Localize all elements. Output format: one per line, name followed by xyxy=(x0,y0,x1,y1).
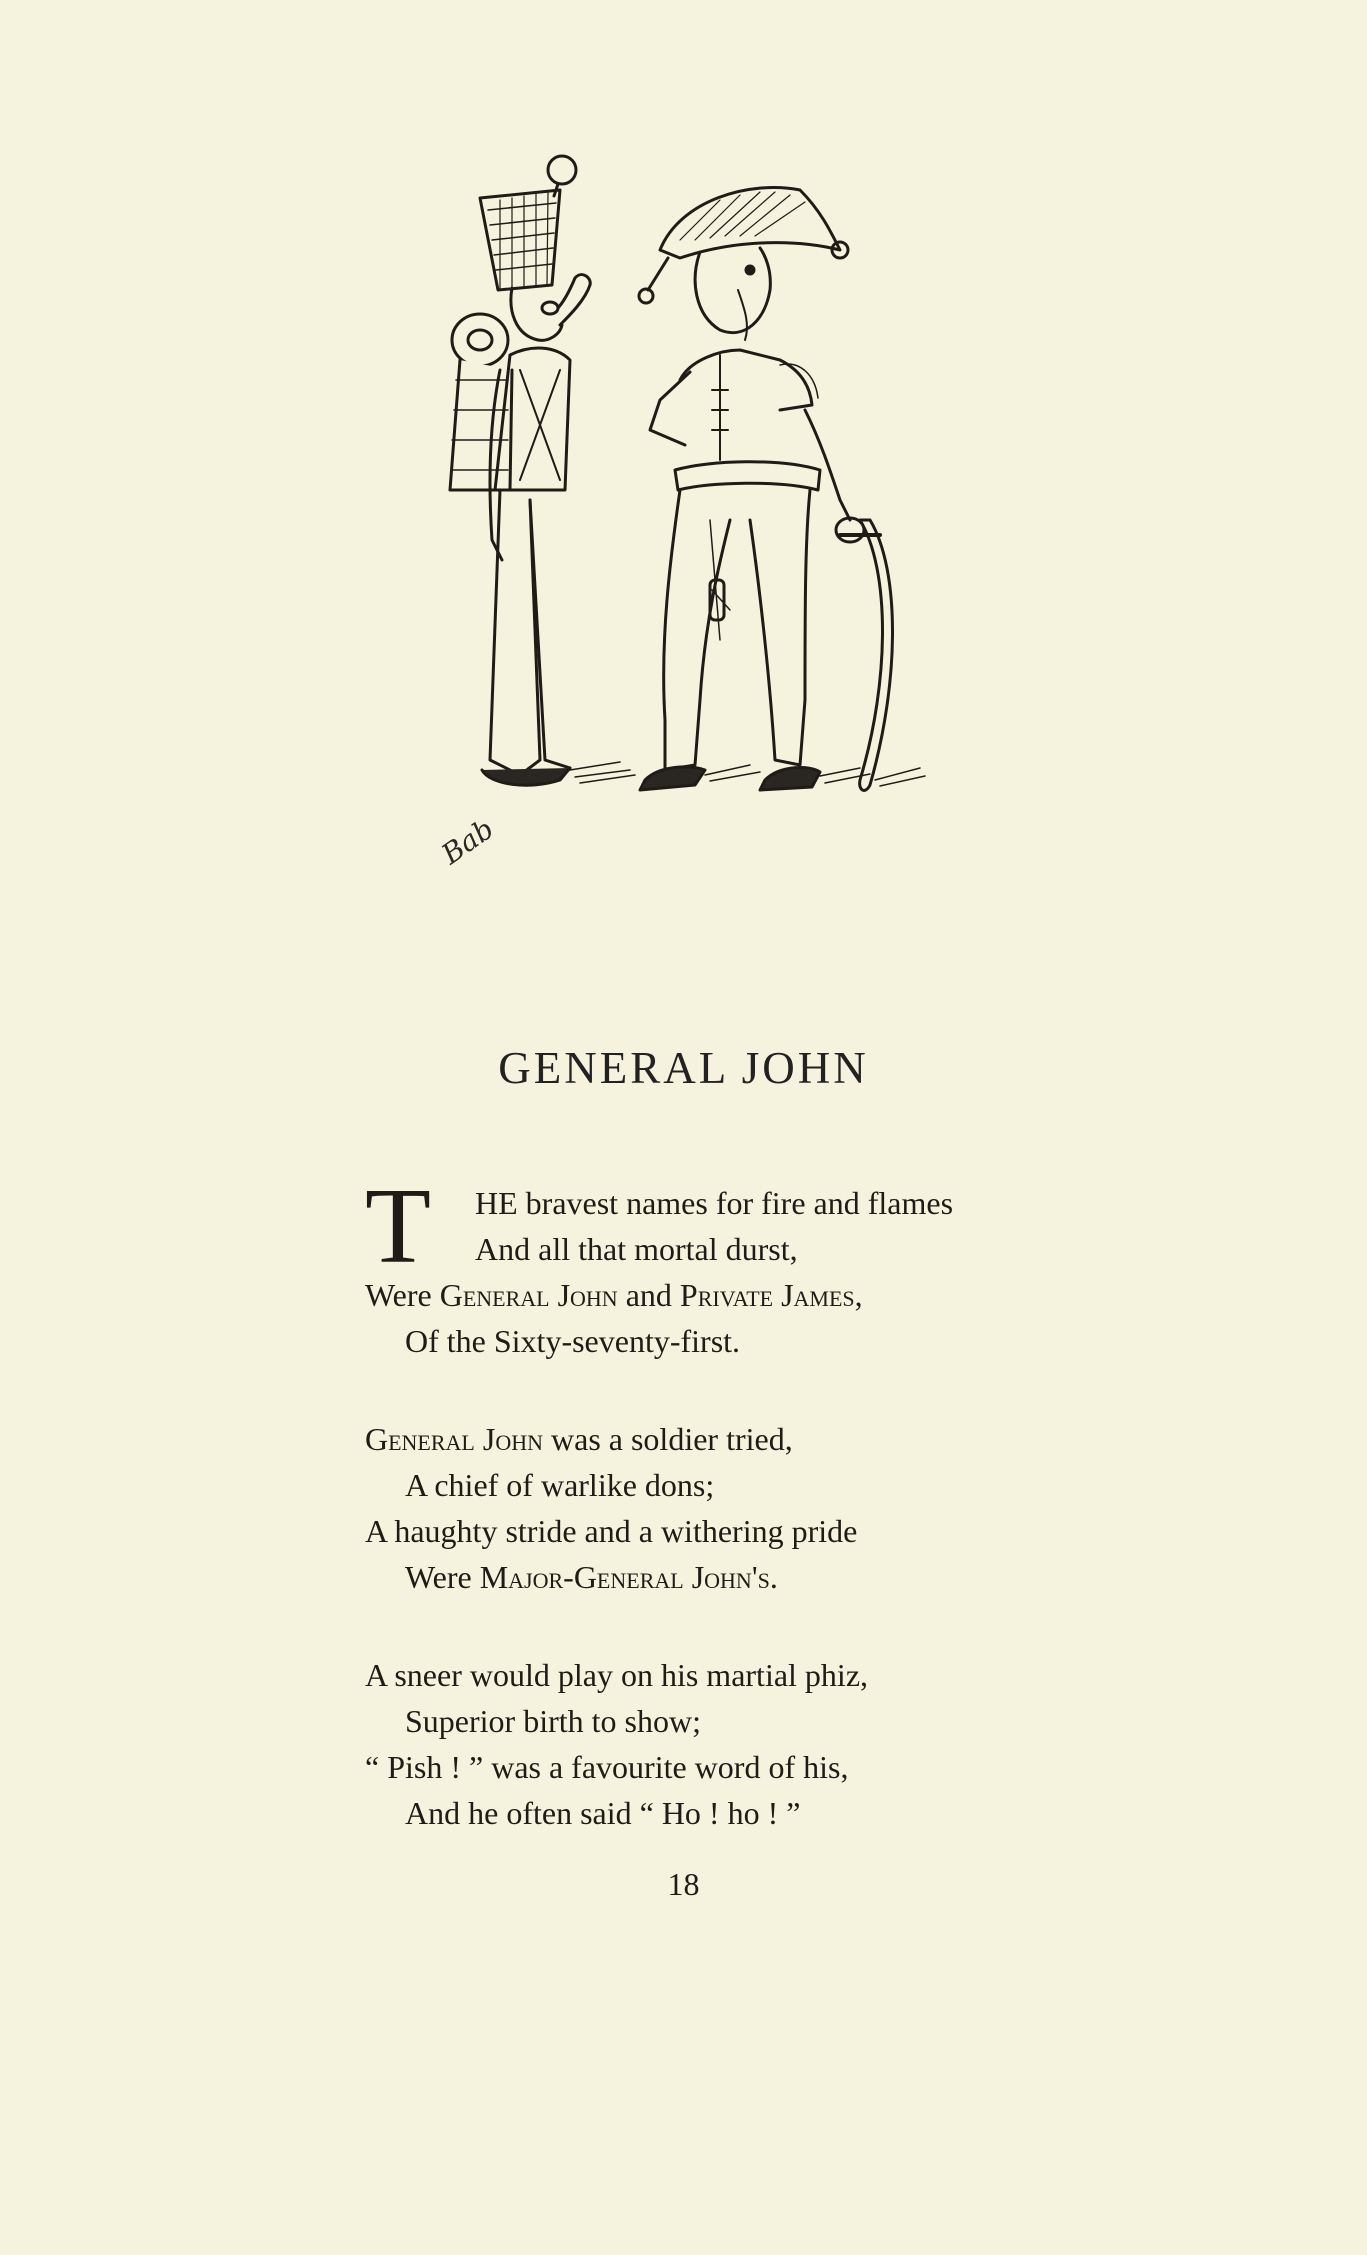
poem-line: And all that mortal durst, xyxy=(475,1231,798,1267)
poem xyxy=(365,1167,1125,1888)
drop-cap: T xyxy=(365,1167,431,1286)
artist-signature: Bab xyxy=(435,812,500,871)
page-number: 18 xyxy=(667,1866,700,1902)
poem-line: Were Major-General John's. xyxy=(405,1559,778,1595)
soldier-saluting-general-icon xyxy=(420,140,1100,880)
general-john-figure xyxy=(639,188,925,791)
poem-line: HE bravest names for fire and flames xyxy=(475,1185,954,1221)
poem-line: “ Pish ! ” was a favourite word of his, xyxy=(365,1749,849,1785)
poem-line: Superior birth to show; xyxy=(405,1703,701,1739)
poem-line: General John was a soldier tried, xyxy=(365,1421,793,1457)
poem-line: A haughty stride and a withering pride xyxy=(365,1513,858,1549)
stanza-1 xyxy=(365,1167,1125,1364)
stanza-2 xyxy=(365,1416,1125,1600)
private-james-figure xyxy=(450,156,635,785)
page-title: GENERAL JOHN xyxy=(498,1043,869,1093)
poem-line: Were General John and Private James, xyxy=(365,1277,863,1313)
poem-line: A chief of warlike dons; xyxy=(405,1467,715,1503)
poem-line: A sneer would play on his martial phiz, xyxy=(365,1657,869,1693)
stanza-3 xyxy=(365,1652,1125,1836)
poem-line: And he often said “ Ho ! ho ! ” xyxy=(405,1795,801,1831)
poem-line: Of the Sixty-seventy-first. xyxy=(405,1323,741,1359)
